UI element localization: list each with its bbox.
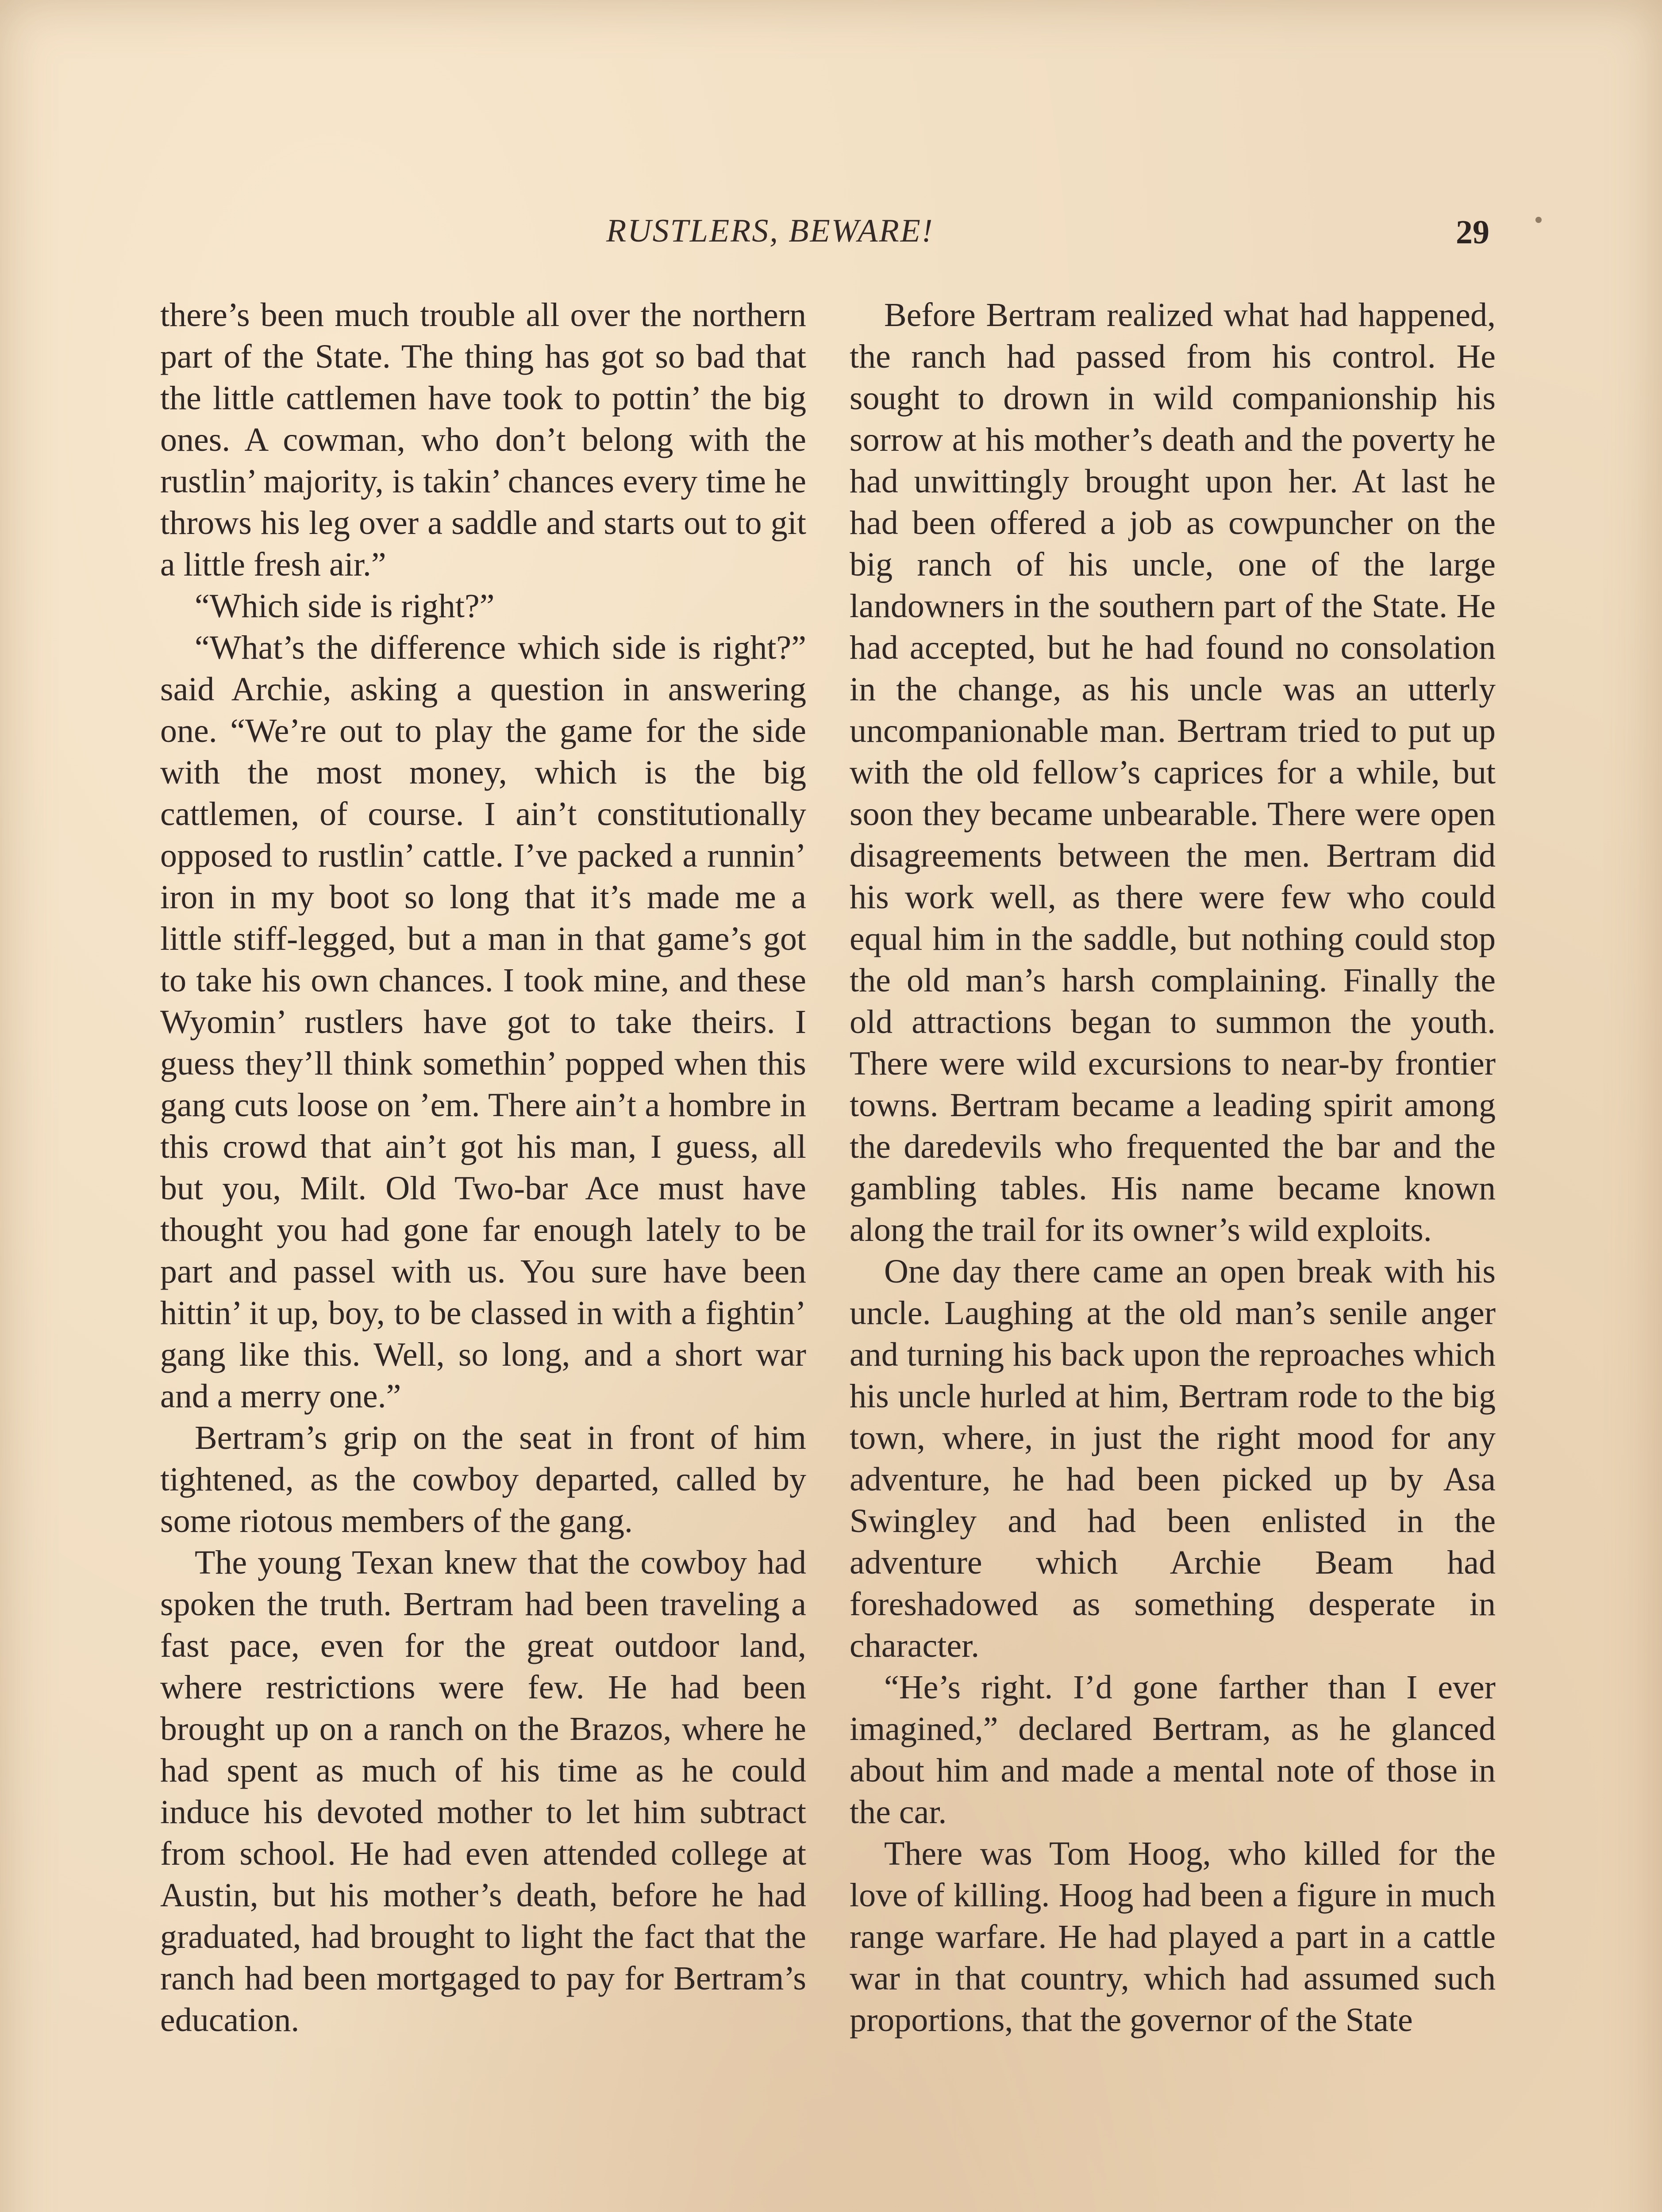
paragraph: There was Tom Hoog, who killed for the love of killing. Hoog had been a figure in much range warfare. He had played a part in a cattle war in that country, which had assumed such proportions, that the governor of the State bbox=[850, 1835, 1496, 2039]
running-head: RUSTLERS, BEWARE! bbox=[606, 213, 934, 249]
paragraph: “He’s right. I’d gone farther than I ever imagined,” declared Bertram, as he glanced about him and made a mental note of those in the car. bbox=[850, 1669, 1496, 1831]
paper-speck bbox=[1535, 217, 1542, 223]
paragraph: Bertram’s grip on the seat in front of him tightened, as the cowboy departed, called by some riotous members of the gang. bbox=[160, 1419, 806, 1540]
paragraph: there’s been much trouble all over the northern part of the State. The thing has got so bad that the little cattlemen have took to pottin’ the big ones. A cowman, who don’t belong with the rustlin’ majority, is takin’ chances every time he throws his leg over a saddle and starts out to git a little fresh air.” bbox=[160, 296, 806, 583]
paragraph: “Which side is right?” bbox=[195, 588, 495, 625]
paragraph: The young Texan knew that the cowboy had spoken the truth. Bertram had been traveling a fast pace, even for the great outdoor land, where restrictions were few. He had been brought up on a ranch on the Brazos, where he had spent as much of his time as he could induce his devoted mother to let him subtract from school. He had even attended college at Austin, but his mother’s death, before he had graduated, had brought to light the fact that the ranch had been mortgaged to pay for Bertram’s education. bbox=[160, 1544, 806, 2039]
paragraph: “What’s the difference which side is right?” said Archie, asking a question in answering one. “We’re out to play the game for the side with the most money, which is the big cattlemen, of course. I ain’t constitutionally opposed to rustlin’ cattle. I’ve packed a runnin’ iron in my boot so long that it’s made me a little stiff-legged, but a man in that game’s got to take his own chances. I took mine, and these Wyomin’ rustlers have got to take theirs. I guess they’ll think somethin’ popped when this gang cuts loose on ’em. There ain’t a hombre in this crowd that ain’t got his man, I guess, all but you, Milt. Old Two-bar Ace must have thought you had gone far enough lately to be part and passel with us. You sure have been hittin’ it up, boy, to be classed in with a fightin’ gang like this. Well, so long, and a short war and a merry one.” bbox=[160, 629, 806, 1415]
paragraph: One day there came an open break with his uncle. Laughing at the old man’s senile anger and turning his back upon the reproaches which his uncle hurled at him, Bertram rode to the big town, where, in just the right mood for any adventure, he had been picked up by Asa Swingley and had been enlisted in the adventure which Archie Beam had foreshadowed as something desperate in character. bbox=[850, 1253, 1496, 1664]
right-column bbox=[850, 294, 1496, 2041]
page-number: 29 bbox=[1456, 214, 1489, 251]
paragraph: Before Bertram realized what had happened, the ranch had passed from his control. He sought to drown in wild companionship his sorrow at his mother’s death and the poverty he had unwittingly brought upon her. At last he had been offered a job as cowpuncher on the big ranch of his uncle, one of the large landowners in the southern part of the State. He had accepted, but he had found no consolation in the change, as his uncle was an utterly uncompanionable man. Bertram tried to put up with the old fellow’s caprices for a while, but soon they became unbearable. There were open disagreements between the men. Bertram did his work well, as there were few who could equal him in the saddle, but nothing could stop the old man’s harsh complaining. Finally the old attractions began to summon the youth. There were wild excursions to near-by frontier towns. Bertram became a leading spirit among the daredevils who frequented the bar and the gambling tables. His name became known along the trail for its owner’s wild exploits. bbox=[850, 296, 1496, 1248]
left-column bbox=[160, 294, 806, 2041]
